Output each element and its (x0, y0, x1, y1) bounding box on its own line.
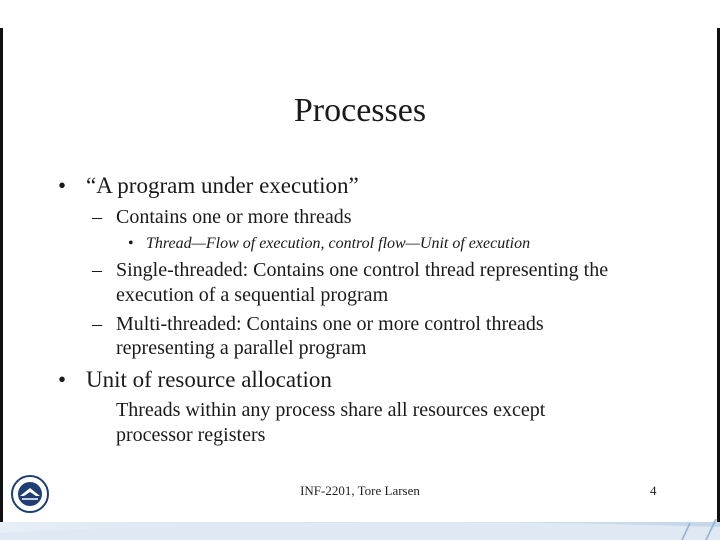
dash-marker: – (92, 313, 102, 335)
bullet-text: Contains one or more threads (116, 206, 352, 228)
bullet-text: “A program under execution” (86, 173, 359, 198)
bullet-text: representing a parallel program (116, 337, 367, 359)
dash-marker: – (92, 206, 102, 228)
bullet-text: Single-threaded: Contains one control thread representing the (116, 259, 609, 281)
bullet-text: processor registers (116, 424, 266, 446)
bullet-marker: • (58, 173, 67, 198)
bullet-text: Thread—Flow of execution, control flow—Unit of execution (146, 235, 531, 252)
bullet-text: Threads within any process share all resources except (116, 399, 546, 421)
bullet-marker: • (128, 235, 134, 252)
bullet-text: execution of a sequential program (116, 284, 389, 306)
page-number: 4 (650, 483, 657, 498)
bullet-text: Unit of resource allocation (86, 367, 332, 392)
slide-title: Processes (293, 92, 427, 129)
bullet-marker: • (58, 367, 67, 392)
bullet-text: Multi-threaded: Contains one or more control threads (116, 313, 544, 335)
dash-marker: – (92, 259, 102, 281)
slide-footer: INF-2201, Tore Larsen (300, 483, 420, 498)
decorative-swoosh (0, 505, 720, 540)
